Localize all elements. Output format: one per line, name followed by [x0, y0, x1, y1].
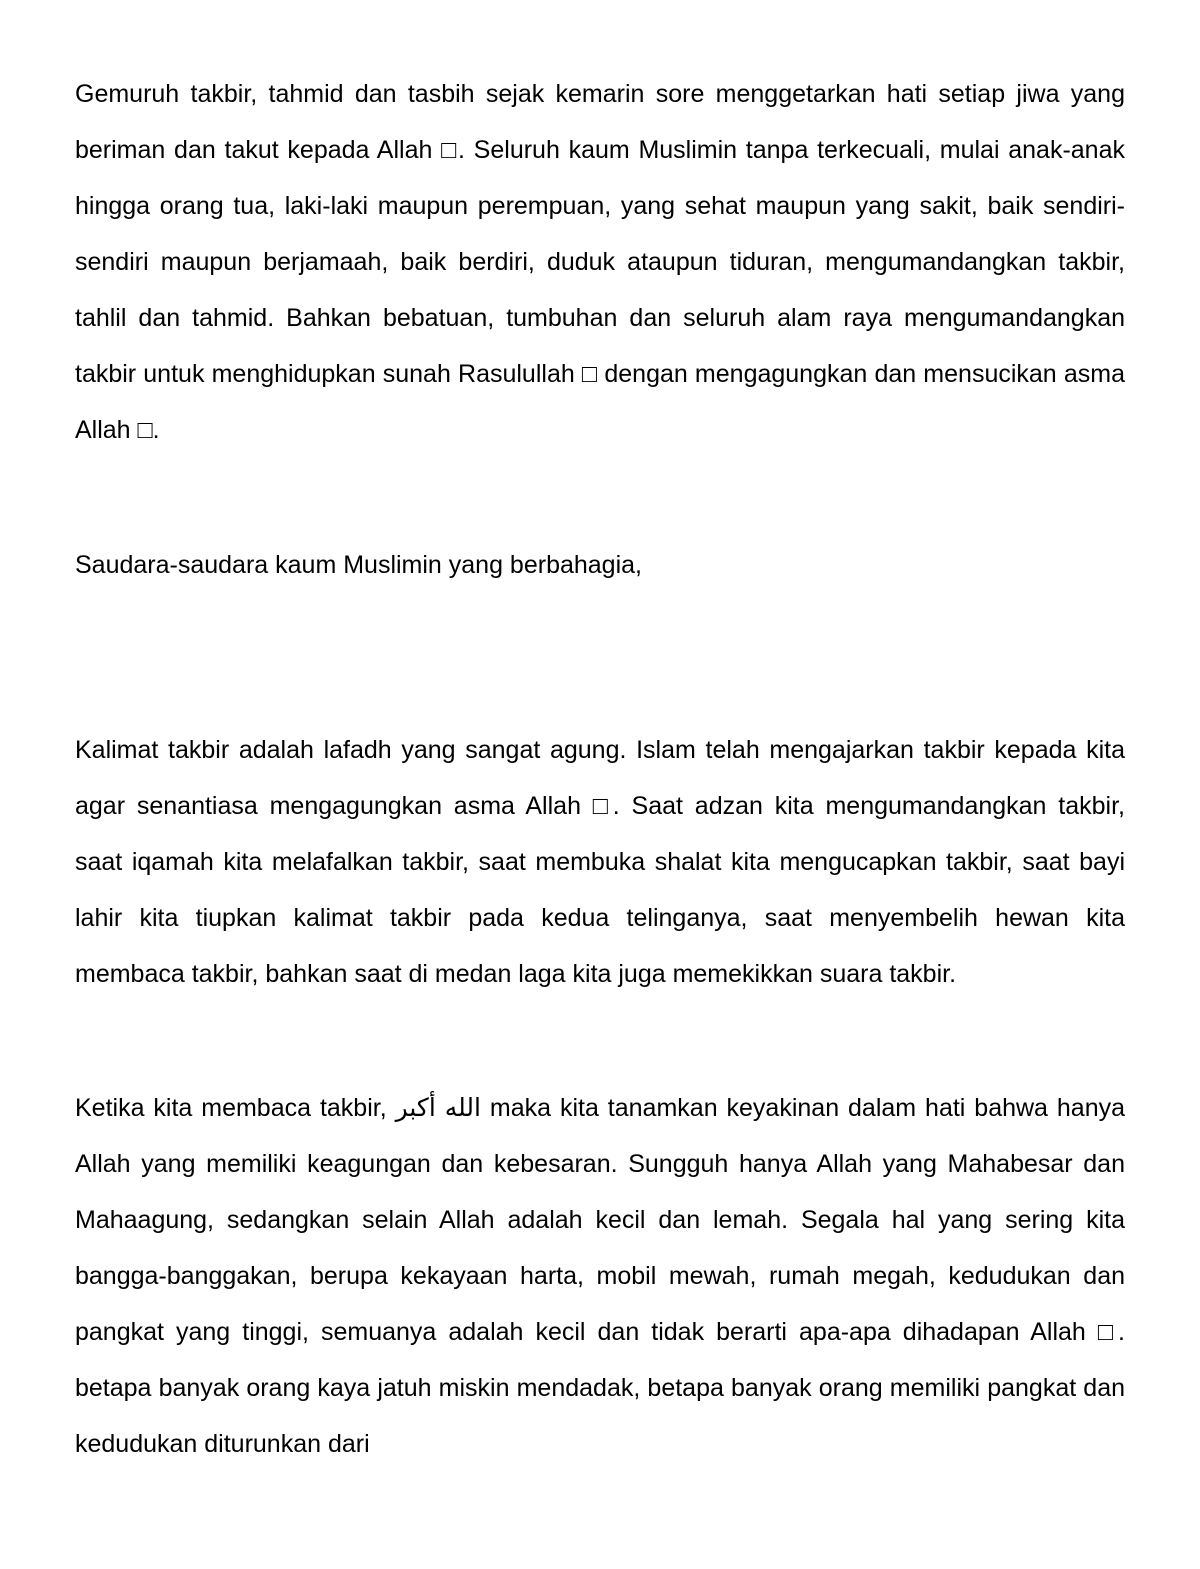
paragraph-ketika-membaca-takbir: Ketika kita membaca takbir, الله أكبر maka kita tanamkan keyakinan dalam hati bahwa hanya Allah yang memiliki keagungan dan kebesaran. Sungguh hanya Allah yang Mahabesar dan Mahaagung, sedangkan selain Allah adalah kecil dan lemah. Segala hal yang sering kita bangga-banggakan, berupa kekayaan harta, mobil mewah, rumah megah, kedudukan dan pangkat yang tinggi, semuanya adalah kecil dan tidak berarti apa-apa dihadapan Allah □. betapa banyak orang kaya jatuh miskin mendadak, betapa banyak orang memiliki pangkat dan kedudukan diturunkan dari — [75, 1094, 1126, 1458]
paragraph-greeting: Saudara-saudara kaum Muslimin yang berbahagia, — [75, 551, 642, 579]
paragraph-kalimat-takbir: Kalimat takbir adalah lafadh yang sangat agung. Islam telah mengajarkan takbir kepada kita agar senantiasa mengagungkan asma Allah □. Saat adzan kita mengumandangkan takbir, saat iqamah kita melafalkan takbir, saat membuka shalat kita mengucapkan takbir, saat bayi lahir kita tiupkan kalimat takbir pada kedua telinganya, saat menyembelih hewan kita membaca takbir, bahkan saat di medan laga kita juga memekikkan suara takbir. — [75, 736, 1125, 988]
paragraph-takbir-intro: Gemuruh takbir, tahmid dan tasbih sejak kemarin sore menggetarkan hati setiap jiwa yang beriman dan takut kepada Allah □. Seluruh kaum Muslimin tanpa terkecuali, mulai anak-anak hingga orang tua, laki-laki maupun perempuan, yang sehat maupun yang sakit, baik sendiri-sendiri maupun berjamaah, baik berdiri, duduk ataupun tiduran, mengumandangkan takbir, tahlil dan tahmid. Bahkan bebatuan, tumbuhan dan seluruh alam raya mengumandangkan takbir untuk menghidupkan sunah Rasulullah □ dengan mengagungkan dan mensucikan asma Allah □. — [75, 80, 1125, 444]
